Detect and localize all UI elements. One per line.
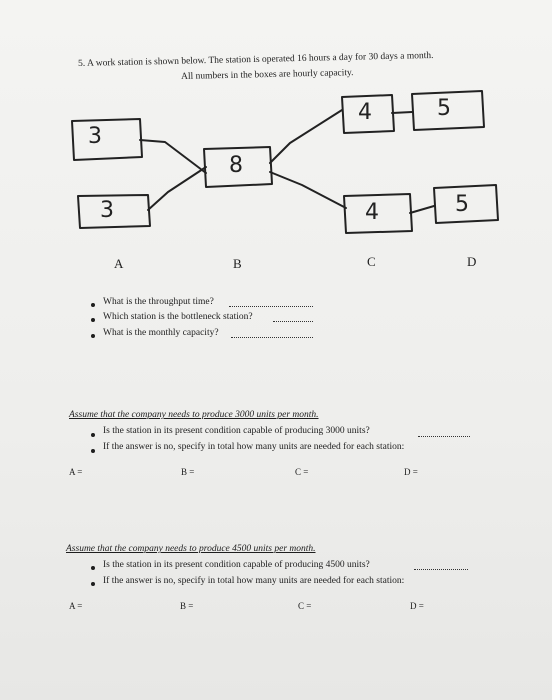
- station-label-c: C: [367, 254, 376, 269]
- box-d-top-value: 5: [437, 96, 451, 121]
- answer-line: [273, 321, 313, 322]
- section1-question-capable: Is the station in its present condition capable of producing 3000 units?: [103, 426, 370, 436]
- bullet: [91, 449, 95, 453]
- question-bottleneck: Which station is the bottleneck station?: [103, 312, 253, 322]
- section1-answer-a: A =: [69, 467, 83, 477]
- box-c-top-value: 4: [358, 100, 372, 125]
- connector-b-c-bottom: [270, 172, 346, 208]
- box-a-bottom: [78, 195, 150, 228]
- answer-line: [229, 306, 313, 307]
- station-label-a: A: [114, 256, 124, 271]
- section1-heading: Assume that the company needs to produce 3000 units per month.: [69, 410, 319, 420]
- box-c-bottom-value: 4: [365, 200, 379, 225]
- section1-answer-b: B =: [181, 467, 195, 477]
- bullet: [91, 433, 95, 437]
- station-label-b: B: [233, 256, 242, 271]
- bullet: [91, 318, 95, 322]
- bullet: [91, 566, 95, 570]
- section2-answer-b: B =: [180, 601, 194, 611]
- section2-question-capable: Is the station in its present condition capable of producing 4500 units?: [103, 560, 370, 570]
- section2-question-units-needed: If the answer is no, specify in total how many units are needed for each station:: [103, 576, 405, 586]
- bullet: [91, 334, 95, 338]
- connector-b-c-top: [270, 110, 342, 163]
- question-monthly-capacity: What is the monthly capacity?: [103, 328, 219, 338]
- connector-c-d-top: [392, 112, 412, 113]
- problem-statement: 5. A work station is shown below. The station is operated 16 hours a day for 30 days a month.: [78, 50, 434, 69]
- bullet: [91, 582, 95, 586]
- bullet: [91, 303, 95, 307]
- section1-answer-c: C =: [295, 467, 309, 477]
- box-b-value: 8: [229, 153, 243, 178]
- section1-question-units-needed: If the answer is no, specify in total how many units are needed for each station:: [103, 442, 405, 452]
- section2-answer-c: C =: [298, 601, 312, 611]
- station-label-d: D: [467, 254, 477, 269]
- connector-a-top-b: [140, 140, 206, 173]
- box-d-bottom-value: 5: [455, 192, 469, 217]
- connector-c-d-bottom: [410, 206, 434, 213]
- answer-line: [418, 436, 470, 437]
- problem-note: All numbers in the boxes are hourly capacity.: [181, 68, 354, 82]
- section2-heading: Assume that the company needs to produce 4500 units per month.: [66, 544, 316, 554]
- box-a-top: [72, 119, 142, 160]
- answer-line: [231, 337, 313, 338]
- box-a-bottom-value: 3: [100, 198, 114, 223]
- answer-line: [414, 569, 468, 570]
- section1-answer-d: D =: [404, 467, 418, 477]
- question-throughput: What is the throughput time?: [103, 297, 214, 307]
- connector-a-bottom-b: [148, 167, 206, 210]
- box-a-top-value: 3: [88, 124, 102, 149]
- section2-answer-d: D =: [410, 601, 424, 611]
- section2-answer-a: A =: [69, 601, 83, 611]
